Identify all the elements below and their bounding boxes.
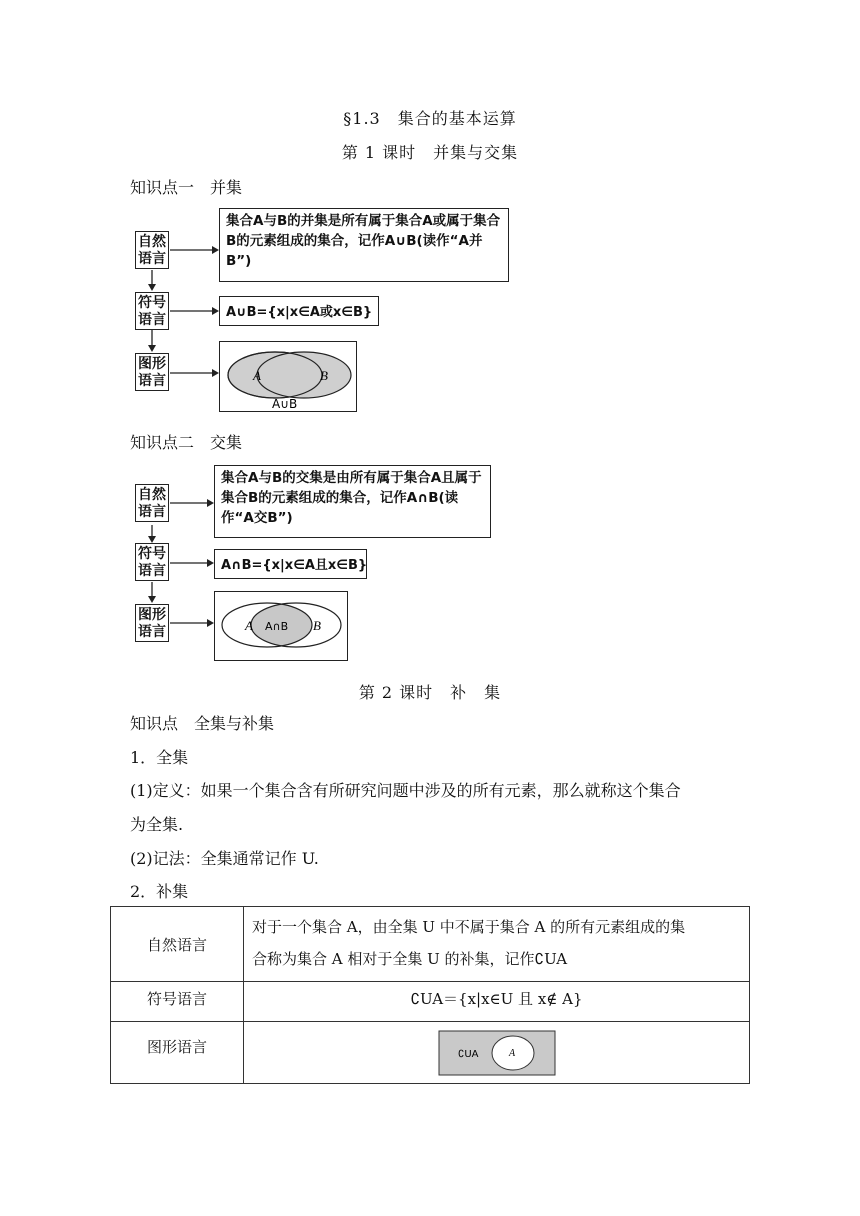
intersection-natural-text: 集合A与B的交集是由所有属于集合A且属于集合B的元素组成的集合，记作A∩B(读作“A交B”) bbox=[221, 470, 482, 526]
natural-line1: 对于一个集合 A，由全集 U 中不属于集合 A 的所有元素组成的集 bbox=[252, 918, 686, 936]
intersection-venn-diagram bbox=[215, 592, 346, 659]
table-row bbox=[111, 907, 750, 982]
union-venn-box bbox=[219, 341, 357, 412]
union-venn-caption: A∪B bbox=[272, 397, 298, 410]
section-title: §1.3 集合的基本运算 bbox=[343, 109, 517, 128]
intersection-natural-box bbox=[214, 465, 491, 538]
complement-table bbox=[110, 906, 750, 1084]
universal-set-item: 1．全集 bbox=[130, 748, 189, 767]
row-name-natural: 自然语言 bbox=[111, 907, 244, 982]
union-label-graphic: 图形语言 bbox=[135, 353, 169, 391]
intersection-venn-box bbox=[214, 591, 348, 661]
complement-item: 2．补集 bbox=[130, 882, 189, 901]
union-label-symbol: 符号语言 bbox=[135, 292, 169, 330]
lesson2-title: 第 2 课时 补 集 bbox=[358, 683, 502, 702]
complement-venn-outer: ∁UA bbox=[457, 1048, 479, 1060]
complement-venn-inner: A bbox=[508, 1047, 515, 1059]
intersection-label-graphic: 图形语言 bbox=[135, 604, 169, 642]
union-natural-text: 集合A与B的并集是所有属于集合A或属于集合B的元素组成的集合，记作A∪B(读作“A并B”) bbox=[226, 213, 501, 269]
union-venn-b: B bbox=[320, 368, 328, 383]
definition-line2: 为全集. bbox=[130, 815, 184, 834]
lesson1-title: 第 1 课时 并集与交集 bbox=[341, 143, 519, 162]
union-symbol-box bbox=[219, 296, 379, 326]
union-label-natural: 自然语言 bbox=[135, 231, 169, 269]
intersection-label-symbol: 符号语言 bbox=[135, 543, 169, 581]
complement-venn-diagram bbox=[438, 1030, 556, 1076]
intersection-symbol-text: A∩B={x|x∈A且x∈B} bbox=[221, 558, 368, 573]
intersection-venn-mid: A∩B bbox=[265, 620, 289, 633]
intersection-venn-b: B bbox=[313, 618, 321, 633]
row-content-natural bbox=[244, 907, 750, 982]
union-natural-box bbox=[219, 208, 509, 282]
row-content-symbol: ∁UA＝{x|x∈U 且 x∉ A} bbox=[244, 982, 750, 1022]
row-content-graphic bbox=[244, 1022, 750, 1084]
union-heading: 知识点一 并集 bbox=[130, 178, 243, 197]
natural-line2: 合称为集合 A 相对于全集 U 的补集，记作∁UA bbox=[252, 950, 568, 968]
intersection-label-natural: 自然语言 bbox=[135, 484, 169, 522]
intersection-symbol-box bbox=[214, 549, 367, 579]
union-symbol-text: A∪B={x|x∈A或x∈B} bbox=[226, 305, 373, 320]
row-name-symbol: 符号语言 bbox=[111, 982, 244, 1022]
union-venn-a: A bbox=[253, 368, 261, 383]
row-name-graphic: 图形语言 bbox=[111, 1022, 244, 1084]
table-row bbox=[111, 982, 750, 1022]
table-row bbox=[111, 1022, 750, 1084]
union-venn-diagram bbox=[220, 342, 355, 410]
complement-heading: 知识点 全集与补集 bbox=[130, 714, 275, 733]
intersection-heading: 知识点二 交集 bbox=[130, 433, 243, 452]
definition-line1: (1)定义：如果一个集合含有所研究问题中涉及的所有元素，那么就称这个集合 bbox=[130, 781, 681, 800]
notation-line: (2)记法：全集通常记作 U. bbox=[130, 849, 319, 868]
intersection-venn-a: A bbox=[245, 618, 253, 633]
